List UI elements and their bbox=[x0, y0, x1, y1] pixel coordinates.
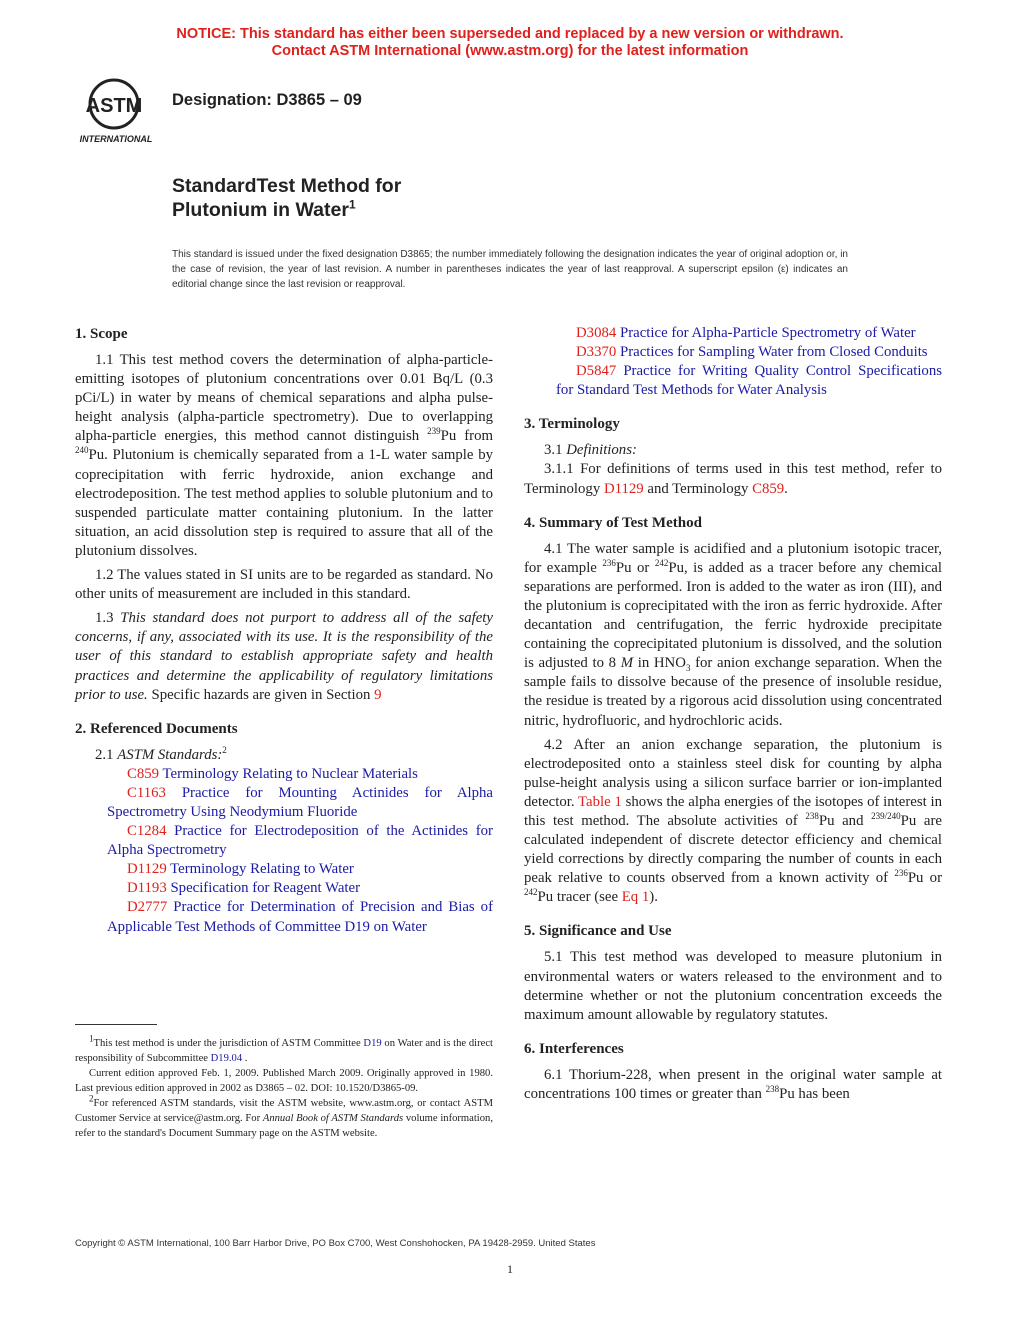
reference-code-link[interactable]: C859 bbox=[127, 765, 160, 782]
para-1-1: 1.1 This test method covers the determination of alpha-particle-emitting isotopes of plutonium concentrations over 0.01 Bq/L (0.3 pCi/L) in water by means of chemical separations and alpha pulse-height analysis (alpha-particle spectrometry). Due to overlapping alpha-particle energies, this method cannot distinguish $^{239}$Pu from $^{240}$Pu. Plutonium is chemically separated from a 1-L water sample by coprecipitation with ferric hydroxide, anion exchange and electrodeposition. The test method applies to soluble plutonium and to suspended particulate matter containing plutonium. In the latter situation, an acid dissolution step is required to assure that all of the plutonium dissolves. bbox=[75, 352, 493, 559]
reference-title-link[interactable]: Specification for Reagent Water bbox=[170, 880, 361, 897]
logo-letters: ASTM bbox=[85, 95, 143, 117]
astm-logo-icon bbox=[72, 74, 162, 146]
reference-title-link[interactable]: Practices for Sampling Water from Closed Conduits bbox=[619, 344, 928, 361]
reference-title-link[interactable]: Practice for Electrodeposition of the Actinides for Alpha Spectrometry bbox=[107, 823, 493, 859]
reference-item bbox=[75, 860, 493, 879]
notice-line-2: Contact ASTM International (www.astm.org) for the latest information bbox=[271, 43, 749, 59]
reference-code-link[interactable]: C1163 bbox=[127, 784, 166, 801]
link-d1129[interactable]: D1129 bbox=[603, 480, 644, 497]
reference-item bbox=[75, 822, 493, 860]
footnote-2: $^2$For referenced ASTM standards, visit the ASTM website, www.astm.org, or contact ASTM Customer Service at service@astm.org. For Annual Book of ASTM Standards volume information, refer to the standard's Document Summary page on the ASTM website. bbox=[75, 1093, 493, 1139]
link-c859[interactable]: C859 bbox=[752, 480, 785, 497]
para-6-1: 6.1 Thorium-228, when present in the original water sample at concentrations 100 times or greater than $^{238}$Pu has been bbox=[524, 1066, 942, 1102]
fn-link-d19[interactable]: D19 bbox=[363, 1038, 382, 1049]
section-3-heading: 3. Terminology bbox=[524, 416, 620, 433]
reference-item bbox=[75, 898, 493, 936]
reference-list-right bbox=[524, 324, 942, 400]
reference-title-link[interactable]: Practice for Writing Quality Control Specifications for Standard Test Methods for Water Analysis bbox=[556, 363, 942, 399]
reference-title-link[interactable]: Terminology Relating to Water bbox=[170, 861, 354, 878]
section-6-heading: 6. Interferences bbox=[524, 1040, 624, 1057]
para-1-3: 1.3 This standard does not purport to address all of the safety concerns, if any, associated with its use. It is the responsibility of the user of this standard to establish appropriate safety and health practices and determine the applicability of regulatory limitations prior to use. Specific hazards are given in Section 9 bbox=[75, 610, 493, 703]
title-line-2: Plutonium in Water bbox=[172, 199, 349, 221]
section-1-heading: 1. Scope bbox=[75, 326, 128, 342]
footnotes bbox=[75, 1033, 493, 1141]
reference-item bbox=[75, 765, 493, 784]
fn-link-d1904[interactable]: D19.04 bbox=[210, 1053, 243, 1064]
reference-code-link[interactable]: D5847 bbox=[576, 363, 617, 380]
para-4-2: 4.2 After an anion exchange separation, the plutonium is electrodeposited onto a stainless steel disk for counting by alpha pulse-height analysis using a silicon surface barrier or ion-implanted detector. Table 1 shows the alpha energies of the isotopes of interest in this test method. The absolute activities of $^{238}$Pu and $^{239/240}$Pu are calculated independent of discrete detector efficiency and chemical yield corrections by directly comparing the number of counts in each peak relative to counts observed from a known activity of $^{236}$Pu or $^{242}$Pu tracer (see Eq 1). bbox=[524, 736, 943, 906]
reference-title-link[interactable]: Practice for Mounting Actinides for Alpha Spectrometry Using Neodymium Fluoride bbox=[107, 784, 493, 820]
right-column bbox=[524, 324, 942, 1104]
astm-logo bbox=[72, 74, 162, 146]
reference-item bbox=[524, 343, 942, 362]
designation: Designation: D3865 – 09 bbox=[172, 91, 362, 109]
logo-caption: INTERNATIONAL bbox=[79, 134, 153, 144]
reference-title-link[interactable]: Practice for Alpha-Particle Spectrometry of Water bbox=[619, 325, 916, 341]
reference-item bbox=[75, 879, 493, 898]
link-eq-1[interactable]: Eq 1 bbox=[621, 889, 650, 906]
para-2-1: 2.1 ASTM Standards:$^2$ bbox=[95, 744, 227, 763]
footnote-divider bbox=[75, 1024, 157, 1025]
para-3-1-1: 3.1.1 For definitions of terms used in this test method, refer to Terminology D1129 and Terminology C859. bbox=[524, 461, 942, 497]
reference-item bbox=[75, 784, 493, 822]
reference-code-link[interactable]: D1129 bbox=[127, 861, 167, 878]
reference-code-link[interactable]: D2777 bbox=[127, 899, 168, 916]
copyright: Copyright © ASTM International, 100 Barr Harbor Drive, PO Box C700, West Conshohocken, PA 19428-2959. United States bbox=[75, 1238, 596, 1249]
footnote-1-edition: Current edition approved Feb. 1, 2009. Published March 2009. Originally approved in 1980. Last previous edition approved in 2002 as D3865 – 02. DOI: 10.1520/D3865-09. bbox=[75, 1068, 493, 1094]
reference-code-link[interactable]: D1193 bbox=[127, 880, 167, 897]
title-footnote-mark: 1 bbox=[348, 197, 356, 212]
page-number: 1 bbox=[507, 1262, 513, 1276]
reference-list-left bbox=[75, 765, 493, 937]
reference-code-link[interactable]: D3370 bbox=[576, 344, 617, 361]
section-2-heading: 2. Referenced Documents bbox=[75, 720, 238, 737]
left-column bbox=[75, 325, 493, 937]
reference-code-link[interactable]: C1284 bbox=[127, 823, 167, 840]
issued-note: This standard is issued under the fixed designation D3865; the number immediately following the designation indicates the year of original adoption or, in the case of revision, the year of last revision. A number in parentheses indicates the year of last reapproval. A superscript epsilon (ε) indicates an editorial change since the last revision or reapproval. bbox=[172, 249, 848, 290]
section-4-heading: 4. Summary of Test Method bbox=[524, 514, 702, 531]
document-title bbox=[172, 174, 401, 222]
link-table-1[interactable]: Table 1 bbox=[578, 793, 622, 810]
section-9-link[interactable]: 9 bbox=[374, 686, 382, 703]
reference-item bbox=[524, 324, 942, 343]
notice-line-1: NOTICE: This standard has either been superseded and replaced by a new version or withdrawn. bbox=[176, 26, 844, 42]
reference-code-link[interactable]: D3084 bbox=[576, 325, 617, 341]
reference-title-link[interactable]: Practice for Determination of Precision and Bias of Applicable Test Methods of Committee D19 on Water bbox=[107, 899, 493, 935]
reference-title-link[interactable]: Terminology Relating to Nuclear Materials bbox=[162, 765, 418, 782]
para-3-1: 3.1 Definitions: bbox=[544, 442, 637, 459]
para-4-1: 4.1 The water sample is acidified and a plutonium isotopic tracer, for example $^{236}$Pu or $^{242}$Pu, is added as a tracer before any chemical separations are performed. Iron is added to the water as iron (III), and the plutonium is coprecipitated with the iron as ferric hydroxide. After decantation and centrifugation, the ferric hydroxide precipitate containing the coprecipitated plutonium is dissolved, and the solution is adjusted to 8 M in $HNO_3$ for anion exchange separation. When the sample fails to dissolve because of the presence of insoluble residue, the residue is treated by a rigorous acid dissolution using concentrated nitric, hydrofluoric, and hydrochloric acids. bbox=[524, 540, 943, 729]
para-1-2: 1.2 The values stated in SI units are to be regarded as standard. No other units of measurement are included in this standard. bbox=[75, 567, 493, 603]
title-line-1: StandardTest Method for bbox=[172, 175, 402, 197]
reference-item bbox=[524, 362, 942, 400]
para-5-1: 5.1 This test method was developed to measure plutonium in environmental waters or waters released to the environment and to determine whether or not the plutonium concentration exceeds the maximum amount allowable by regulatory statutes. bbox=[524, 949, 942, 1023]
footnote-1: $^1$This test method is under the jurisdiction of ASTM Committee D19 on Water and is the direct responsibility of Subcommittee D19.04 . bbox=[75, 1033, 493, 1064]
section-5-heading: 5. Significance and Use bbox=[524, 923, 672, 940]
